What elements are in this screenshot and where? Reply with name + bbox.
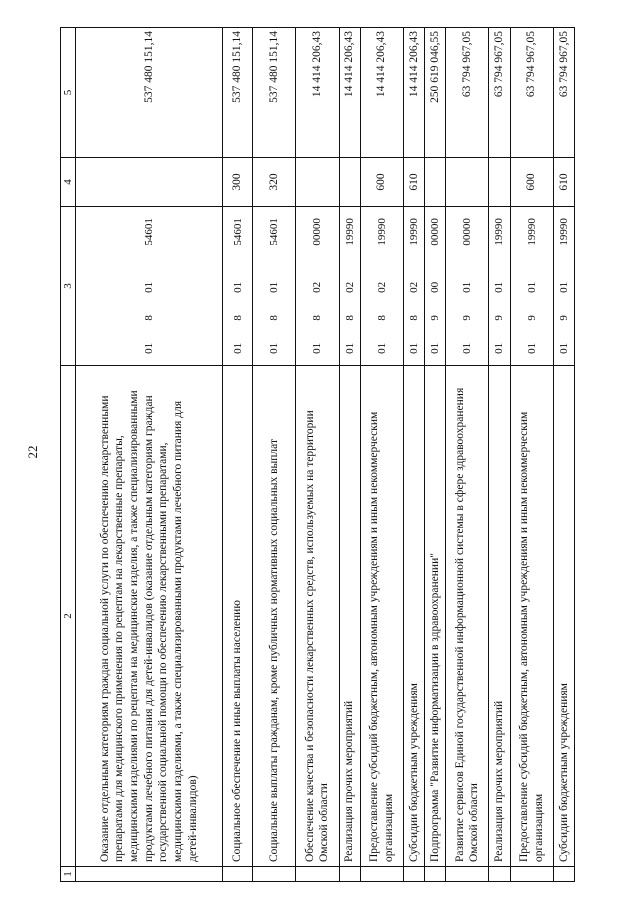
rotated-table-container: [60, 33, 575, 882]
code-part-3: 02: [407, 281, 420, 293]
code-part-1: 01: [143, 342, 156, 354]
code-part-2: 8: [143, 315, 156, 321]
row-expense-type-cell: 300: [222, 158, 252, 207]
row-number-cell: [296, 867, 339, 882]
row-number-cell: [360, 867, 403, 882]
budget-classification-code: [142, 207, 156, 365]
row-amount-cell: 14 414 206,43: [360, 28, 403, 158]
code-part-3: 01: [493, 281, 506, 293]
code-part-1: 01: [557, 342, 570, 354]
row-name-cell: Реализация прочих мероприятий: [339, 366, 360, 867]
code-part-2: 8: [375, 315, 388, 321]
row-number-cell: [489, 867, 510, 882]
row-code-cell: [360, 207, 403, 366]
header-col-1: 1: [61, 867, 76, 882]
table-row: [425, 28, 446, 882]
row-amount-cell: 63 794 967,05: [553, 28, 574, 158]
code-part-4: 19990: [375, 218, 388, 246]
row-name-cell: Субсидии бюджетным учреждениям: [553, 366, 574, 867]
code-part-3: 01: [231, 281, 244, 293]
row-amount-cell: 537 480 151,14: [222, 28, 252, 158]
code-part-4: 19990: [525, 218, 538, 246]
table-row: [553, 28, 574, 882]
row-amount-cell: 14 414 206,43: [296, 28, 339, 158]
row-number-cell: [253, 867, 296, 882]
header-row: [61, 28, 76, 882]
row-expense-type-cell: [489, 158, 510, 207]
code-part-3: 01: [461, 281, 474, 293]
budget-classification-code: [343, 207, 357, 365]
row-amount-cell: 250 619 046,55: [425, 28, 446, 158]
code-part-1: 01: [268, 342, 281, 354]
row-code-cell: [403, 207, 424, 366]
row-code-cell: [489, 207, 510, 366]
header-col-2: 2: [61, 366, 76, 867]
code-part-3: 01: [525, 281, 538, 293]
code-part-4: 19990: [343, 218, 356, 246]
code-part-3: 01: [143, 281, 156, 293]
row-code-cell: [425, 207, 446, 366]
table-row: [510, 28, 553, 882]
budget-classification-code: [310, 207, 324, 365]
code-part-2: 9: [493, 315, 506, 321]
code-part-3: 01: [557, 281, 570, 293]
row-name-cell: Реализация прочих мероприятий: [489, 366, 510, 867]
row-amount-cell: 537 480 151,14: [253, 28, 296, 158]
row-number-cell: [553, 867, 574, 882]
code-part-1: 01: [311, 342, 324, 354]
row-amount-cell: 63 794 967,05: [446, 28, 489, 158]
row-name-cell: Предоставление субсидий бюджетным, автономным учреждениям и иным некоммерческим организациям: [510, 366, 553, 867]
code-part-4: 19990: [407, 218, 420, 246]
row-code-cell: [253, 207, 296, 366]
budget-classification-code: [460, 207, 474, 365]
row-amount-cell: 14 414 206,43: [403, 28, 424, 158]
row-code-cell: [339, 207, 360, 366]
code-part-4: 54601: [143, 218, 156, 246]
row-name-cell: Подпрограмма "Развитие информатизации в здравоохранении": [425, 366, 446, 867]
budget-classification-code: [428, 207, 442, 365]
code-part-4: 00000: [311, 218, 324, 246]
row-number-cell: [403, 867, 424, 882]
code-part-1: 01: [407, 342, 420, 354]
budget-classification-code: [525, 207, 539, 365]
row-expense-type-cell: [76, 158, 223, 207]
row-expense-type-cell: 610: [553, 158, 574, 207]
code-part-3: 01: [268, 281, 281, 293]
row-amount-cell: 537 480 151,14: [76, 28, 223, 158]
code-part-4: 00000: [461, 218, 474, 246]
row-name-cell: Предоставление субсидий бюджетным, автономным учреждениям и иным некоммерческим организациям: [360, 366, 403, 867]
table-row: [489, 28, 510, 882]
code-part-2: 8: [311, 315, 324, 321]
row-name-cell: Социальное обеспечение и иные выплаты населению: [222, 366, 252, 867]
code-part-1: 01: [525, 342, 538, 354]
row-expense-type-cell: [446, 158, 489, 207]
row-name-cell: Оказание отдельным категориям граждан социальной услуги по обеспечению лекарственными препаратами для медицинского применения по рецептам на лекарственные препараты, медицинскими изделиями по рецептам на медицинские изделия, а также специализированными продуктами лечебного питания для детей-инвалидов (оказание отдельным категориям граждан государственной социальной помощи по обеспечению лекарственными препаратами, медицинскими изделиями, а также специализированными продуктами лечебного питания для детей-инвалидов): [76, 366, 223, 867]
row-number-cell: [446, 867, 489, 882]
budget-classification-code: [557, 207, 571, 365]
table-row: [253, 28, 296, 882]
code-part-2: 8: [268, 315, 281, 321]
table-row: [222, 28, 252, 882]
code-part-1: 01: [493, 342, 506, 354]
row-expense-type-cell: 600: [360, 158, 403, 207]
code-part-1: 01: [343, 342, 356, 354]
row-expense-type-cell: [339, 158, 360, 207]
code-part-3: 02: [343, 281, 356, 293]
row-code-cell: [296, 207, 339, 366]
row-code-cell: [222, 207, 252, 366]
budget-classification-code: [231, 207, 245, 365]
code-part-4: 54601: [231, 218, 244, 246]
row-code-cell: [446, 207, 489, 366]
row-expense-type-cell: [425, 158, 446, 207]
table-row: [403, 28, 424, 882]
code-part-2: 9: [525, 315, 538, 321]
page-number: 22: [25, 445, 40, 459]
code-part-4: 19990: [493, 218, 506, 246]
code-part-1: 01: [375, 342, 388, 354]
budget-classification-code: [375, 207, 389, 365]
row-name-cell: Социальные выплаты гражданам, кроме публичных нормативных социальных выплат: [253, 366, 296, 867]
row-amount-cell: 63 794 967,05: [489, 28, 510, 158]
header-col-3: 3: [61, 207, 76, 366]
budget-classification-code: [267, 207, 281, 365]
code-part-2: 9: [557, 315, 570, 321]
row-amount-cell: 63 794 967,05: [510, 28, 553, 158]
row-expense-type-cell: 600: [510, 158, 553, 207]
code-part-4: 00000: [429, 218, 442, 246]
row-name-cell: Развитие сервисов Единой государственной информационной системы в сфере здравоохранения Омской области: [446, 366, 489, 867]
budget-classification-code: [492, 207, 506, 365]
row-code-cell: [510, 207, 553, 366]
code-part-3: 02: [375, 281, 388, 293]
row-amount-cell: 14 414 206,43: [339, 28, 360, 158]
code-part-1: 01: [461, 342, 474, 354]
budget-classification-code: [407, 207, 421, 365]
code-part-2: 8: [407, 315, 420, 321]
code-part-2: 9: [461, 315, 474, 321]
code-part-4: 54601: [268, 218, 281, 246]
table-row: [339, 28, 360, 882]
row-number-cell: [425, 867, 446, 882]
code-part-1: 01: [429, 342, 442, 354]
row-number-cell: [339, 867, 360, 882]
row-number-cell: [510, 867, 553, 882]
code-part-4: 19990: [557, 218, 570, 246]
table-row: [446, 28, 489, 882]
row-code-cell: [553, 207, 574, 366]
code-part-2: 8: [343, 315, 356, 321]
code-part-2: 9: [429, 315, 442, 321]
code-part-3: 00: [429, 281, 442, 293]
row-code-cell: [76, 207, 223, 366]
row-number-cell: [222, 867, 252, 882]
header-col-4: 4: [61, 158, 76, 207]
code-part-3: 02: [311, 281, 324, 293]
row-expense-type-cell: 610: [403, 158, 424, 207]
header-col-5: 5: [61, 28, 76, 158]
row-expense-type-cell: [296, 158, 339, 207]
code-part-2: 8: [231, 315, 244, 321]
table-row: [76, 28, 223, 882]
budget-table: [60, 27, 575, 882]
row-name-cell: Обеспечение качества и безопасности лекарственных средств, используемых на территории Омской области: [296, 366, 339, 867]
row-expense-type-cell: 320: [253, 158, 296, 207]
table-row: [360, 28, 403, 882]
row-number-cell: [76, 867, 223, 882]
table-row: [296, 28, 339, 882]
row-name-cell: Субсидии бюджетным учреждениям: [403, 366, 424, 867]
code-part-1: 01: [231, 342, 244, 354]
